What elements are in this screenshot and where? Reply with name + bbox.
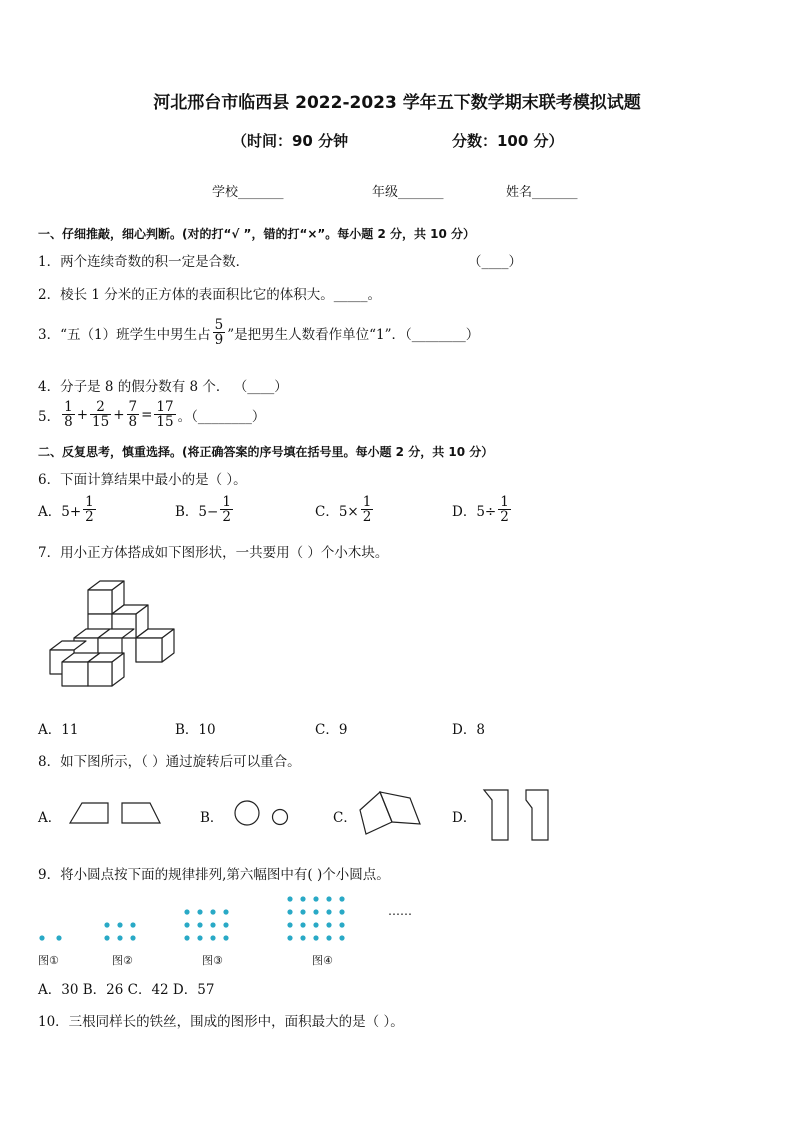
dot [300,922,305,927]
dot [313,909,318,914]
dot [300,896,305,901]
dot [339,935,344,940]
exam-score: 分数：100 分） [452,132,564,150]
fraction-numerator: 1 [222,494,231,510]
equals-sign: = [141,406,153,423]
question-5-post: 。（________） [177,408,266,425]
dot [223,935,228,940]
option-label: D．5÷ [452,503,497,520]
question-7-option-d[interactable]: D．8 [452,722,485,738]
dot [326,922,331,927]
question-8-option-d[interactable]: D． [452,810,477,826]
dot [210,922,215,927]
fraction-numerator: 2 [96,399,105,415]
plus-sign: + [76,406,88,423]
fraction-numerator: 1 [500,494,509,510]
dot [223,922,228,927]
dot [39,935,44,940]
fraction-numerator: 1 [85,494,94,510]
fraction-denominator: 8 [128,414,138,431]
question-8-option-c[interactable]: C． [333,810,357,826]
plus-sign: + [113,406,125,423]
question-7-option-a[interactable]: A．11 [38,722,79,738]
dot [117,922,122,927]
dot [104,922,109,927]
dot [130,935,135,940]
dot [287,909,292,914]
dot [287,935,292,940]
figure-4-label: 图④ [312,954,333,967]
fraction-denominator: 15 [156,414,174,431]
dot [313,896,318,901]
dot [223,909,228,914]
fraction-numerator: 1 [64,399,73,415]
question-8-option-b[interactable]: B． [200,810,224,826]
dot [197,922,202,927]
fraction-numerator: 1 [362,494,372,510]
option-label: B．5− [175,503,219,520]
option-label: A．5+ [38,503,82,520]
dot [339,896,344,901]
ellipsis: …… [388,904,412,918]
question-1-blank[interactable]: （____） [468,254,522,270]
fraction-numerator: 7 [128,399,138,415]
question-7-option-b[interactable]: B．10 [175,722,216,738]
fraction-denominator: 2 [362,509,372,526]
question-7-option-c[interactable]: C．9 [315,722,348,738]
grade-field[interactable]: 年级_______ [372,185,444,200]
question-9: 9．将小圆点按下面的规律排列,第六幅图中有( )个小圆点。 [38,867,390,883]
question-8-option-a[interactable]: A． [38,810,62,826]
dot [197,935,202,940]
dot [326,935,331,940]
dot [184,909,189,914]
question-4: 4．分子是 8 的假分数有 8 个． （____） [38,379,288,395]
school-field[interactable]: 学校_______ [212,185,284,200]
question-3-pre: 3．“五（1）班学生中男生占 [38,326,211,343]
question-3-post: ”是把男生人数看作单位“1”．（________） [227,326,480,343]
dot [339,909,344,914]
dot [184,935,189,940]
figure-3-label: 图③ [202,954,223,967]
question-9-options[interactable]: A．30 B．26 C．42 D．57 [38,982,215,998]
section1-heading: 一、仔细推敲，细心判断。(对的打“√ ”，错的打“×”。每小题 2 分，共 10 分） [38,227,476,241]
fraction-denominator: 8 [64,414,73,431]
question-1: 1．两个连续奇数的积一定是合数． [38,254,250,270]
question-10: 10．三根同样长的铁丝，围成的图形中，面积最大的是（ ）。 [38,1014,404,1030]
dot [117,935,122,940]
question-6: 6．下面计算结果中最小的是（ ）。 [38,472,247,488]
dot [56,935,61,940]
fraction-denominator: 9 [214,332,224,349]
question-8: 8．如下图所示，（ ）通过旋转后可以重合。 [38,754,301,770]
dot [313,935,318,940]
fraction-denominator: 2 [222,509,231,526]
exam-time: （时间：90 分钟 [232,132,349,150]
question-7: 7．用小正方体搭成如下图形状，一共要用（ ）个小木块。 [38,545,389,561]
fraction-denominator: 2 [500,509,509,526]
dot [300,935,305,940]
dot [197,909,202,914]
dot [104,935,109,940]
figure-1-label: 图① [38,954,59,967]
name-field[interactable]: 姓名_______ [506,185,578,200]
page-title: 河北邢台市临西县 2022-2023 学年五下数学期末联考模拟试题 [153,93,641,113]
dot [210,909,215,914]
fraction-numerator: 17 [156,399,174,415]
dot [313,922,318,927]
dot [326,909,331,914]
dot [130,922,135,927]
dot [287,896,292,901]
fraction-denominator: 2 [85,509,94,526]
question-2: 2．棱长 1 分米的正方体的表面积比它的体积大。_____。 [38,287,382,303]
dot [184,922,189,927]
section2-heading: 二、反复思考，慎重选择。(将正确答案的序号填在括号里。每小题 2 分，共 10 分） [38,445,494,459]
fraction-numerator: 5 [214,317,224,333]
figure-2-label: 图② [112,954,133,967]
dot [339,922,344,927]
dot [210,935,215,940]
dot [300,909,305,914]
fraction-denominator: 15 [92,414,110,431]
option-label: C．5× [315,503,359,520]
dot [287,922,292,927]
question-5-label: 5． [38,408,61,425]
dot [326,896,331,901]
